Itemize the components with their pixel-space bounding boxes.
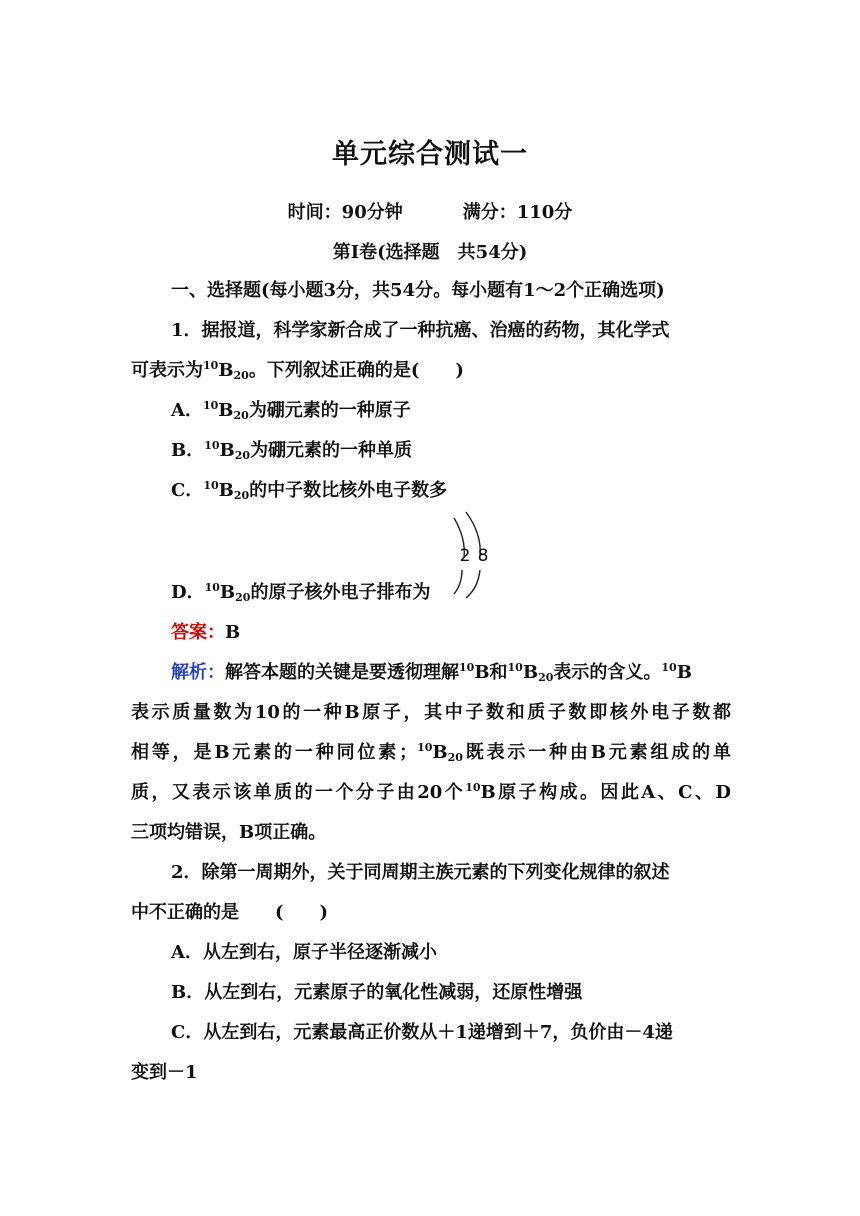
formula-mass-number: 10: [202, 399, 219, 412]
question-1-block: [131, 271, 731, 511]
option-label: A．: [171, 400, 203, 421]
page-title: 单元综合测试一: [332, 139, 528, 170]
analysis-text: 既表示一种由B元素组成的单: [462, 742, 731, 763]
analysis-text: 和: [489, 662, 508, 683]
formula-subscript: 20: [233, 369, 249, 382]
q1-analysis-line3: [131, 733, 731, 773]
q1-analysis-line2: 表示质量数为10的一种B原子，其中子数和质子数即核外电子数都: [131, 702, 731, 723]
formula-subscript: 20: [235, 591, 251, 604]
q2-option-b: B．从左到右，元素原子的氧化性减弱，还原性增强: [171, 982, 583, 1003]
formula-element: B: [474, 662, 490, 683]
exam-meta: [0, 198, 860, 224]
formula-subscript: 20: [233, 409, 249, 422]
formula-mass-number: 10: [203, 359, 219, 372]
q2-option-c-line2: 变到－1: [131, 1062, 198, 1083]
q1-stem-line2: [131, 351, 731, 391]
formula-element: B: [218, 400, 234, 421]
q1-answer: [131, 613, 731, 653]
outer-shell-count: 8: [477, 546, 489, 566]
q1-analysis-line4: [131, 773, 731, 813]
section-heading: 一、选择题(每小题3分，共54分。每小题有1～2个正确选项): [171, 280, 665, 301]
formula-subscript: 20: [233, 489, 250, 502]
formula-element: B: [676, 662, 692, 683]
inner-shell-count: 2: [459, 546, 471, 566]
answer-value: B: [225, 622, 241, 643]
time-limit: 时间：90分钟: [287, 202, 403, 223]
q1-analysis-line1: [131, 653, 731, 693]
formula-mass-number: 10: [417, 741, 433, 754]
formula-mass-number: 10: [203, 479, 219, 492]
formula-subscript: 20: [538, 671, 554, 684]
formula-element: B: [432, 742, 448, 763]
analysis-text: 原子构成。因此A、C、D: [495, 782, 731, 803]
analysis-text: 表示的含义。: [553, 662, 662, 683]
option-label: B．: [171, 440, 205, 461]
option-label: D．: [171, 582, 205, 603]
formula-element: B: [522, 662, 539, 683]
formula-element: B: [218, 480, 234, 501]
formula-element: B: [219, 582, 236, 603]
full-score: 满分：110分: [462, 202, 573, 223]
analysis-text: 质，又表示该单质的一个分子由20个: [131, 782, 466, 803]
q1-option-a: [131, 391, 731, 431]
question-1-answer-block: [131, 573, 731, 1093]
q2-stem-line2: 中不正确的是 ( ): [131, 902, 329, 923]
q1-stem-tail: 。下列叙述正确的是( ): [248, 360, 464, 381]
formula-element: B: [219, 440, 235, 461]
option-text: 为硼元素的一种原子: [248, 400, 411, 421]
formula-mass-number: 10: [661, 661, 677, 674]
q1-option-b: [131, 431, 731, 471]
analysis-text: 解答本题的关键是要透彻理解: [225, 662, 459, 683]
q2-option-c-line1: C．从左到右，元素最高正价数从＋1递增到＋7，负价由－4递: [171, 1022, 673, 1043]
formula-mass-number: 10: [507, 661, 523, 674]
formula-element: B: [480, 782, 496, 803]
q1-option-d: [131, 573, 731, 613]
formula-element: B: [218, 360, 234, 381]
option-label: C．: [171, 480, 204, 501]
analysis-label: 解析：: [171, 662, 225, 683]
formula-mass-number: 10: [204, 439, 220, 452]
option-text: 为硼元素的一种单质: [250, 440, 413, 461]
q1-analysis-line5: 三项均错误，B项正确。: [131, 822, 327, 843]
option-text: 的中子数比核外电子数多: [249, 480, 448, 501]
q2-option-a: A．从左到右，原子半径逐渐减小: [171, 942, 437, 963]
q1-stem-line1: 1．据报道，科学家新合成了一种抗癌、治癌的药物，其化学式: [171, 320, 670, 341]
formula-mass-number: 10: [459, 661, 475, 674]
q1-option-c: [131, 471, 731, 511]
formula-subscript: 20: [447, 751, 463, 764]
formula-mass-number: 10: [465, 781, 481, 794]
q2-stem-line1: 2．除第一周期外，关于同周期主族元素的下列变化规律的叙述: [171, 862, 670, 883]
formula-subscript: 20: [234, 449, 251, 462]
formula-mass-number: 10: [204, 581, 220, 594]
volume-heading: 第Ⅰ卷(选择题 共54分): [332, 242, 528, 263]
q1-stem-text: 可表示为: [131, 360, 203, 381]
analysis-text: 相等，是B元素的一种同位素；: [131, 742, 418, 763]
option-text: 的原子核外电子排布为: [250, 582, 431, 603]
answer-label: 答案：: [171, 622, 225, 643]
